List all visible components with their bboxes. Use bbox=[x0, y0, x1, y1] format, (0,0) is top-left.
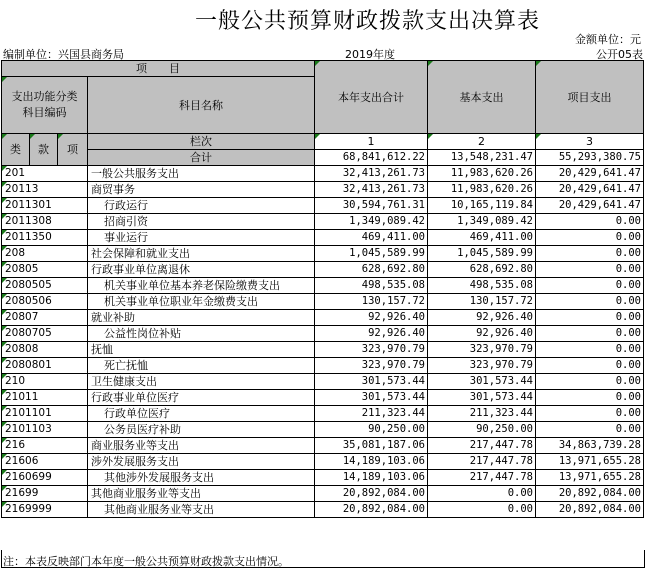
row-subject-name[interactable]: 行政单位医疗 bbox=[88, 406, 315, 422]
row-code[interactable]: 2101103 bbox=[2, 422, 88, 438]
row-project[interactable]: 20,429,641.47 bbox=[536, 198, 644, 214]
table-row[interactable] bbox=[2, 246, 644, 262]
table-note: 注：本表反映部门本年度一般公共预算财政拨款支出情况。 bbox=[3, 555, 289, 568]
table-row[interactable] bbox=[2, 390, 644, 406]
row-total[interactable]: 498,535.08 bbox=[315, 278, 428, 294]
row-code[interactable]: 208 bbox=[2, 246, 88, 262]
row-subject-name[interactable]: 社会保障和就业支出 bbox=[88, 246, 315, 262]
header-project[interactable]: 项目支出 bbox=[536, 61, 644, 134]
row-subject-name[interactable]: 行政事业单位离退休 bbox=[88, 262, 315, 278]
row-subject-name[interactable]: 一般公共服务支出 bbox=[88, 166, 315, 182]
table-row[interactable] bbox=[2, 502, 644, 518]
row-total[interactable]: 30,594,761.31 bbox=[315, 198, 428, 214]
row-total[interactable]: 1,045,589.99 bbox=[315, 246, 428, 262]
row-total[interactable]: 323,970.79 bbox=[315, 342, 428, 358]
row-basic[interactable]: 11,983,620.26 bbox=[428, 166, 536, 182]
total-project[interactable]: 55,293,380.75 bbox=[536, 150, 644, 166]
row-project[interactable]: 0.00 bbox=[536, 246, 644, 262]
row-project[interactable]: 0.00 bbox=[536, 278, 644, 294]
row-project[interactable]: 0.00 bbox=[536, 230, 644, 246]
table-row[interactable] bbox=[2, 342, 644, 358]
row-total[interactable]: 92,926.40 bbox=[315, 310, 428, 326]
row-subject-name[interactable]: 涉外发展服务支出 bbox=[88, 454, 315, 470]
row-project[interactable]: 13,971,655.28 bbox=[536, 454, 644, 470]
row-code[interactable]: 2011301 bbox=[2, 198, 88, 214]
row-basic[interactable]: 1,045,589.99 bbox=[428, 246, 536, 262]
row-subject-name[interactable]: 招商引资 bbox=[88, 214, 315, 230]
header-heji[interactable]: 合计 bbox=[88, 150, 315, 166]
row-project[interactable]: 0.00 bbox=[536, 358, 644, 374]
header-basic[interactable]: 基本支出 bbox=[428, 61, 536, 134]
row-code[interactable]: 210 bbox=[2, 374, 88, 390]
row-project[interactable]: 0.00 bbox=[536, 262, 644, 278]
header-subject-name[interactable]: 科目名称 bbox=[88, 77, 315, 134]
row-basic[interactable]: 301,573.44 bbox=[428, 390, 536, 406]
row-project[interactable]: 0.00 bbox=[536, 342, 644, 358]
row-project[interactable]: 0.00 bbox=[536, 326, 644, 342]
row-basic[interactable]: 92,926.40 bbox=[428, 310, 536, 326]
row-code[interactable]: 201 bbox=[2, 166, 88, 182]
row-subject-name[interactable]: 公务员医疗补助 bbox=[88, 422, 315, 438]
row-subject-name[interactable]: 商贸事务 bbox=[88, 182, 315, 198]
table-row[interactable] bbox=[2, 438, 644, 454]
row-basic[interactable]: 11,983,620.26 bbox=[428, 182, 536, 198]
table-number: 公开05表 bbox=[596, 48, 643, 61]
row-basic[interactable]: 301,573.44 bbox=[428, 374, 536, 390]
row-code[interactable]: 2080505 bbox=[2, 278, 88, 294]
row-total[interactable]: 32,413,261.73 bbox=[315, 182, 428, 198]
row-project[interactable]: 0.00 bbox=[536, 390, 644, 406]
header-xiang[interactable]: 项 bbox=[58, 134, 88, 166]
table-row[interactable] bbox=[2, 470, 644, 486]
row-total[interactable]: 90,250.00 bbox=[315, 422, 428, 438]
row-code[interactable]: 20113 bbox=[2, 182, 88, 198]
row-code[interactable]: 2080705 bbox=[2, 326, 88, 342]
row-subject-name[interactable]: 公益性岗位补贴 bbox=[88, 326, 315, 342]
table-row[interactable] bbox=[2, 262, 644, 278]
row-project[interactable]: 20,429,641.47 bbox=[536, 166, 644, 182]
row-subject-name[interactable]: 事业运行 bbox=[88, 230, 315, 246]
row-total[interactable]: 14,189,103.06 bbox=[315, 470, 428, 486]
row-total[interactable]: 20,892,084.00 bbox=[315, 486, 428, 502]
org-label: 编制单位：兴国县商务局 bbox=[3, 48, 124, 61]
header-lei[interactable]: 类 bbox=[2, 134, 30, 166]
row-subject-name[interactable]: 其他涉外发展服务支出 bbox=[88, 470, 315, 486]
row-code[interactable]: 20807 bbox=[2, 310, 88, 326]
table-row[interactable] bbox=[2, 310, 644, 326]
row-total[interactable]: 35,081,187.06 bbox=[315, 438, 428, 454]
total-sum[interactable]: 68,841,612.22 bbox=[315, 150, 428, 166]
row-subject-name[interactable]: 行政事业单位医疗 bbox=[88, 390, 315, 406]
report-title: 一般公共预算财政拨款支出决算表 bbox=[194, 9, 540, 34]
header-kuan[interactable]: 款 bbox=[30, 134, 58, 166]
row-project[interactable]: 20,892,084.00 bbox=[536, 502, 644, 518]
row-total[interactable]: 130,157.72 bbox=[315, 294, 428, 310]
table-row[interactable] bbox=[2, 278, 644, 294]
row-basic[interactable]: 323,970.79 bbox=[428, 358, 536, 374]
row-total[interactable]: 20,892,084.00 bbox=[315, 502, 428, 518]
row-basic[interactable]: 498,535.08 bbox=[428, 278, 536, 294]
expenditure-table bbox=[1, 60, 644, 518]
row-basic[interactable]: 323,970.79 bbox=[428, 342, 536, 358]
row-subject-name[interactable]: 机关事业单位职业年金缴费支出 bbox=[88, 294, 315, 310]
table-row[interactable] bbox=[2, 422, 644, 438]
row-total[interactable]: 1,349,089.42 bbox=[315, 214, 428, 230]
row-code[interactable]: 2160699 bbox=[2, 470, 88, 486]
row-subject-name[interactable]: 机关事业单位基本养老保险缴费支出 bbox=[88, 278, 315, 294]
row-basic[interactable]: 130,157.72 bbox=[428, 294, 536, 310]
row-basic[interactable]: 217,447.78 bbox=[428, 470, 536, 486]
row-subject-name[interactable]: 行政运行 bbox=[88, 198, 315, 214]
row-total[interactable]: 92,926.40 bbox=[315, 326, 428, 342]
row-basic[interactable]: 217,447.78 bbox=[428, 454, 536, 470]
row-total[interactable]: 301,573.44 bbox=[315, 390, 428, 406]
row-basic[interactable]: 92,926.40 bbox=[428, 326, 536, 342]
row-subject-name[interactable]: 就业补助 bbox=[88, 310, 315, 326]
col-number-1[interactable]: 1 bbox=[315, 134, 428, 150]
row-subject-name[interactable]: 其他商业服务业等支出 bbox=[88, 502, 315, 518]
row-code[interactable]: 2169999 bbox=[2, 502, 88, 518]
row-code[interactable]: 2080801 bbox=[2, 358, 88, 374]
row-basic[interactable]: 0.00 bbox=[428, 486, 536, 502]
table-row[interactable] bbox=[2, 454, 644, 470]
row-basic[interactable]: 469,411.00 bbox=[428, 230, 536, 246]
year-label: 2019年度 bbox=[345, 48, 395, 61]
row-basic[interactable]: 0.00 bbox=[428, 502, 536, 518]
table-row[interactable] bbox=[2, 294, 644, 310]
row-project[interactable]: 0.00 bbox=[536, 214, 644, 230]
row-basic[interactable]: 1,349,089.42 bbox=[428, 214, 536, 230]
row-project[interactable]: 0.00 bbox=[536, 374, 644, 390]
row-subject-name[interactable]: 卫生健康支出 bbox=[88, 374, 315, 390]
table-row[interactable] bbox=[2, 374, 644, 390]
row-code[interactable]: 2080506 bbox=[2, 294, 88, 310]
table-row[interactable] bbox=[2, 166, 644, 182]
row-total[interactable]: 628,692.80 bbox=[315, 262, 428, 278]
row-basic[interactable]: 10,165,119.84 bbox=[428, 198, 536, 214]
row-project[interactable]: 34,863,739.28 bbox=[536, 438, 644, 454]
row-project[interactable]: 0.00 bbox=[536, 422, 644, 438]
row-project[interactable]: 0.00 bbox=[536, 406, 644, 422]
row-project[interactable]: 0.00 bbox=[536, 294, 644, 310]
table-row[interactable] bbox=[2, 214, 644, 230]
row-code[interactable]: 2011308 bbox=[2, 214, 88, 230]
row-code[interactable]: 216 bbox=[2, 438, 88, 454]
header-item[interactable]: 项 目 bbox=[2, 61, 315, 77]
header-lanci[interactable]: 栏次 bbox=[88, 134, 315, 150]
row-total[interactable]: 32,413,261.73 bbox=[315, 166, 428, 182]
row-code[interactable]: 20808 bbox=[2, 342, 88, 358]
row-subject-name[interactable]: 其他商业服务业等支出 bbox=[88, 486, 315, 502]
row-project[interactable]: 20,429,641.47 bbox=[536, 182, 644, 198]
row-basic[interactable]: 628,692.80 bbox=[428, 262, 536, 278]
row-code[interactable]: 2101101 bbox=[2, 406, 88, 422]
row-basic[interactable]: 217,447.78 bbox=[428, 438, 536, 454]
table-row[interactable] bbox=[2, 486, 644, 502]
table-row[interactable] bbox=[2, 326, 644, 342]
row-basic[interactable]: 90,250.00 bbox=[428, 422, 536, 438]
col-number-2[interactable]: 2 bbox=[428, 134, 536, 150]
row-total[interactable]: 14,189,103.06 bbox=[315, 454, 428, 470]
total-basic[interactable]: 13,548,231.47 bbox=[428, 150, 536, 166]
row-code[interactable]: 20805 bbox=[2, 262, 88, 278]
row-total[interactable]: 211,323.44 bbox=[315, 406, 428, 422]
row-subject-name[interactable]: 死亡抚恤 bbox=[88, 358, 315, 374]
row-code[interactable]: 2011350 bbox=[2, 230, 88, 246]
table-row[interactable] bbox=[2, 182, 644, 198]
row-project[interactable]: 0.00 bbox=[536, 310, 644, 326]
row-project[interactable]: 13,971,655.28 bbox=[536, 470, 644, 486]
row-code[interactable]: 21606 bbox=[2, 454, 88, 470]
row-code[interactable]: 21011 bbox=[2, 390, 88, 406]
table-row[interactable] bbox=[2, 358, 644, 374]
table-row[interactable] bbox=[2, 406, 644, 422]
row-basic[interactable]: 211,323.44 bbox=[428, 406, 536, 422]
table-row[interactable] bbox=[2, 230, 644, 246]
row-code[interactable]: 21699 bbox=[2, 486, 88, 502]
table-row[interactable] bbox=[2, 198, 644, 214]
col-number-3[interactable]: 3 bbox=[536, 134, 644, 150]
unit-label: 金额单位：元 bbox=[575, 33, 641, 46]
row-subject-name[interactable]: 商业服务业等支出 bbox=[88, 438, 315, 454]
row-project[interactable]: 20,892,084.00 bbox=[536, 486, 644, 502]
row-total[interactable]: 323,970.79 bbox=[315, 358, 428, 374]
header-total[interactable]: 本年支出合计 bbox=[315, 61, 428, 134]
row-subject-name[interactable]: 抚恤 bbox=[88, 342, 315, 358]
row-total[interactable]: 469,411.00 bbox=[315, 230, 428, 246]
header-func-code[interactable]: 支出功能分类 科目编码 bbox=[2, 77, 88, 134]
row-total[interactable]: 301,573.44 bbox=[315, 374, 428, 390]
